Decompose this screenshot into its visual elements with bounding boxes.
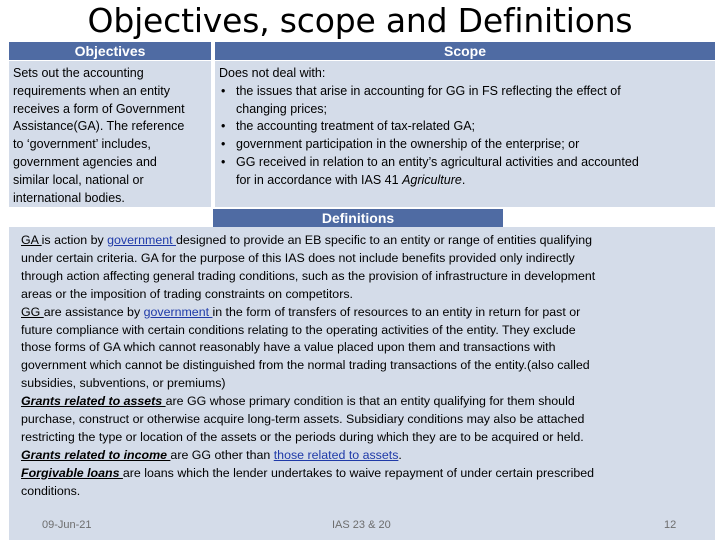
definitions-header: Definitions [213,209,503,227]
definition-line [21,232,707,250]
definition-text: are GG whose primary condition is that an entity qualifying for them should [165,394,575,409]
slide-title: Objectives, scope and Definitions [87,1,633,40]
definition-line [21,304,707,322]
definition-line: through action affecting general trading conditions, such as the provision of infrastructure in development [21,268,596,283]
government-link[interactable]: government [143,304,213,319]
page-number: 12 [664,519,677,531]
objectives-line: to ‘government’ includes, [13,137,151,152]
definitions-text [21,232,707,501]
footer-date: 09-Jun-21 [42,519,92,531]
definition-text: in the form of transfers of resources to an entity in return for past or [212,304,581,319]
definition-line: purchase, construct or otherwise acquire long-term assets. Subsidiary conditions may also be attached [21,412,585,427]
objectives-text [13,65,209,207]
definition-line [21,465,707,483]
definition-line: conditions. [21,483,81,498]
definition-line: government which cannot be distinguished from the normal trading transactions of the entity.(also called [21,358,590,373]
definitions-panel [9,227,715,540]
scope-item-line: GG received in relation to an entity’s agricultural activities and accounted [236,154,639,169]
scope-item-line [236,172,711,190]
bullet-icon: • [221,119,226,134]
definition-line [21,447,707,465]
scope-panel [215,61,715,207]
term-forgivable-loans: Forgivable loans [21,465,123,480]
definition-line: restricting the type or location of the assets or the periods during which they are to be acquired or held. [21,429,584,444]
definition-line: under certain criteria. GA for the purpose of this IAS does not include benefits provided only indirectly [21,250,575,265]
scope-header: Scope [215,42,715,60]
objectives-header: Objectives [9,42,211,60]
standard-name: Agriculture [402,172,462,187]
scope-item-line: government participation in the ownership of the enterprise; or [236,137,580,152]
bullet-icon: • [221,83,226,98]
definition-text: . [398,447,402,462]
scope-item-line: the issues that arise in accounting for GG in FS reflecting the effect of [236,83,621,98]
scope-intro: Does not deal with: [219,66,326,80]
scope-item [219,136,711,154]
objectives-line: international bodies. [13,190,125,205]
definition-line: subsidies, subventions, or premiums) [21,376,226,391]
scope-list [219,83,711,190]
bullet-icon: • [221,137,226,152]
scope-item-text: for in accordance with IAS 41 [236,172,403,187]
definition-text: is action by [41,233,108,247]
term-grants-income: Grants related to income [21,447,171,462]
definition-line: those forms of GA which cannot reasonably have a value placed upon them and transactions with [21,340,556,355]
scope-item [219,83,711,119]
assets-link[interactable]: those related to assets [273,447,399,462]
scope-item-line: changing prices; [236,101,328,116]
term-ga: GA [21,233,42,247]
footer-title: IAS 23 & 20 [332,519,391,531]
definition-line: areas or the imposition of trading constraints on competitors. [21,286,353,301]
objectives-line: Sets out the accounting [13,66,144,80]
scope-text [219,65,711,190]
scope-item [219,154,711,190]
definition-text: are GG other than [170,447,274,462]
term-grants-assets: Grants related to assets [21,394,166,409]
definition-text: designed to provide an EB specific to an entity or range of entities qualifying [175,233,593,247]
objectives-line: Assistance(GA). The reference [13,119,185,134]
bullet-icon: • [221,154,226,169]
definition-text: are loans which the lender undertakes to waive repayment of under certain prescribed [122,465,595,480]
definition-line: future compliance with certain conditions relating to the operating activities of the entity. They exclude [21,322,576,337]
objectives-line: requirements when an entity [13,83,171,98]
scope-item-line: the accounting treatment of tax-related GA; [236,119,476,134]
definition-line [21,393,707,411]
government-link[interactable]: government [107,233,176,247]
term-gg: GG [21,304,44,319]
objectives-line: similar local, national or [13,172,144,187]
objectives-line: government agencies and [13,154,157,169]
scope-item [219,118,711,136]
objectives-panel [9,61,211,207]
objectives-line: receives a form of Government [13,101,185,116]
scope-item-text: . [461,172,466,187]
definition-text: are assistance by [43,304,144,319]
